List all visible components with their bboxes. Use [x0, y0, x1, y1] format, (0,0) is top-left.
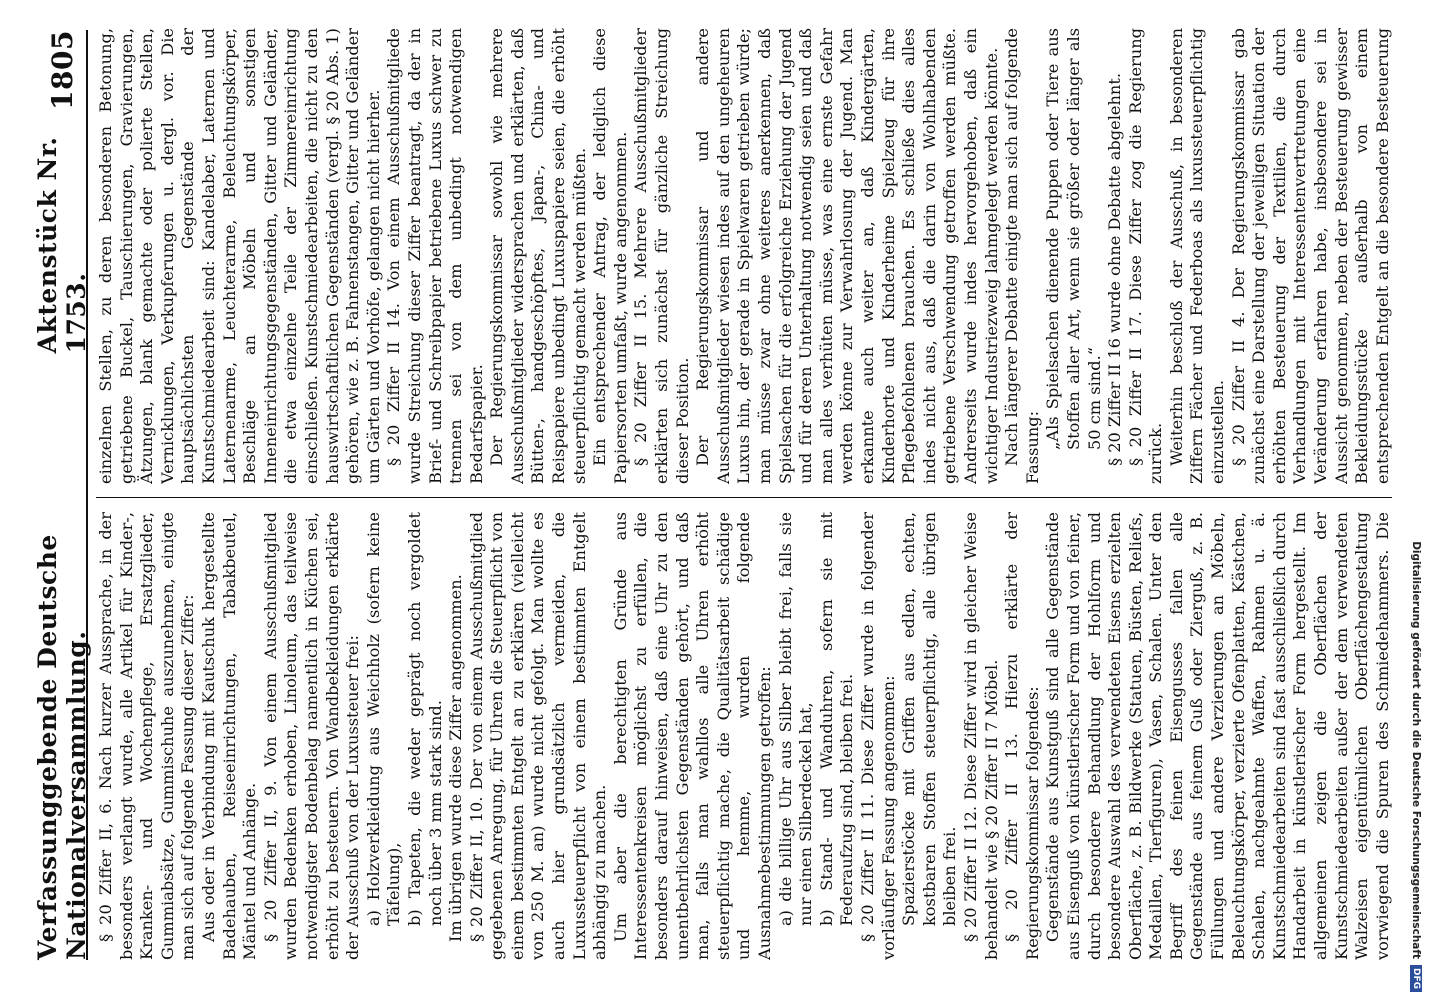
- paragraph: § 20 Ziffer II 12. Diese Ziffer wird in gleicher Weise behandelt wie § 20 Ziffer II 7 Möbel.: [960, 512, 1001, 960]
- paragraph: Weiterhin beschloß der Ausschuß, in besonderen Ziffern Fächer und Federboas als luxussteuerpflichtig einzustellen.: [1166, 28, 1228, 484]
- document-number: Aktenstück Nr. 1753.: [33, 136, 91, 354]
- page-number: 1805: [45, 30, 79, 110]
- paragraph: Der Regierungskommissar und andere Ausschußmitglieder wiesen indes auf den ungeheuren Luxus hin, der gerade in Spielwaren getrieben würde; man müsse zwar ohne weiteres anerkennen, daß Spielsachen für die erfolgreiche Erziehung der Jugend und für deren Unterhaltung notwendig seien und daß man alles verhüten müsse, was eine ernste Gefahr werden könne zur Verwahrlosung der Jugend. Man erkannte auch weiter an, daß Kindergärten, Kinderhorte und Kinderheime Spielzeug für ihre Pflegebefohlenen brauchen. Es schließe dies alles indes nicht aus, daß die darin von Wohlhabenden getriebene Verschwendung getroffen werden müßte. Andrerseits wurde indes hervorgehoben, daß ein wichtiger Industriezweig lahmgelegt werden könnte.: [693, 28, 1001, 484]
- paragraph: Um aber die berechtigten Gründe aus Interessentenkreisen möglichst zu erfüllen, die besonders darauf hinweisen, daß eine Uhr zu den unentbehrlichsten Gegenständen gehört, und daß man, falls man wahllos alle Uhren erhöht steuerpflichtig mache, die Qualitätsarbeit schädige und hemme, wurden folgende Ausnahmebestimmungen getroffen:: [610, 512, 774, 960]
- page-header: [33, 30, 91, 960]
- digitization-credit: [1404, 8, 1428, 992]
- paragraph: § 20 Ziffer II 15. Mehrere Ausschußmitglieder erklärten sich zunächst für gänzliche Streichung dieser Position.: [631, 28, 692, 484]
- paragraph: b) Tapeten, die weder geprägt noch vergoldet noch über 3 mm stark sind.: [404, 512, 445, 926]
- dfg-logo: DFG: [1410, 965, 1422, 992]
- paragraph: Spazierstöcke mit Griffen aus edlen, echten, kostbaren Stoffen steuerpflichtig, alle übrigen bleiben frei.: [899, 512, 960, 926]
- paragraph: § 20 Ziffer II 4. Der Regierungskommissar gab zunächst eine Darstellung der jeweiligen Situation der erhöhten Besteuerung der Textilien, die durch Verhandlungen mit Interessentenvertretungen eine Veränderung erfahren habe, insbesondere sei in Aussicht genommen, neben der Besteuerung gewisser Bekleidungsstücke außerhalb von einem entsprechenden Entgelt an die besondere Besteuerung: [1228, 28, 1392, 484]
- paragraph: a) die billige Uhr aus Silber bleibt frei, falls sie nur einen Silberdeckel hat,: [775, 512, 816, 926]
- paragraph: § 20 Ziffer II 11. Diese Ziffer wurde in folgender vorläufiger Fassung angenommen:: [857, 512, 898, 960]
- text-column-left: [96, 512, 1392, 960]
- text-column-right: [96, 28, 1392, 484]
- paragraph: „Als Spielsachen dienende Puppen oder Tiere aus Stoffen aller Art, wenn sie größer oder länger als 50 cm sind.“: [1043, 28, 1104, 450]
- credit-text: Digitalisierung gefördert durch die Deutsche Forschungsgemeinschaft: [1410, 541, 1422, 959]
- publication-title: Verfassunggebende Deutsche Nationalversammlung.: [33, 534, 91, 960]
- paragraph: § 20 Ziffer II 16 wurde ohne Debatte abgelehnt.: [1105, 73, 1125, 466]
- column-divider: [96, 497, 1392, 498]
- paragraph: einzelnen Stellen, zu deren besonderen Betonung, getriebene Buckel, Tauschierungen, Gravierungen, Ätzungen, blank gemachte oder polierte Stellen, Vernicklungen, Verkupferungen u. dergl. vor. Die hauptsächlichsten Gegenstände der Kunstschmiedearbeit sind: Kandelaber, Laternen und Laternenarme, Leuchterarme, Beleuchtungskörper, Beschläge an Möbeln und sonstigen Inneneinrichtungsgegenständen, Gitter und Geländer, die etwa einzelne Teile der Zimmereinrichtung einschließen. Kunstschmiedearbeiten, die nicht zu den hauswirtschaftlichen Gegenständen (vergl. § 20 Abs. 1) gehören, wie z. B. Fahnenstangen, Gitter und Geländer um Gärten und Vorhöfe, gelangen nicht hierher.: [96, 28, 383, 484]
- paragraph: § 20 Ziffer II 14. Von einem Ausschußmitgliede wurde Streichung dieser Ziffer beantragt, da der in Brief- und Schreibpapier betriebene Luxus schwer zu trennen sei von dem unbedingt notwendigen Bedarfspapier.: [384, 28, 486, 484]
- paragraph: § 20 Ziffer II, 6. Nach kurzer Aussprache, in der besonders verlangt wurde, alle Artikel für Kinder-, Kranken- und Wochenpflege, Ersatzglieder, Gummiabsätze, Gummischuhe auszunehmen, einigte man sich auf folgende Fassung dieser Ziffer:: [96, 512, 198, 960]
- paragraph: Gegenstände aus Kunstguß sind alle Gegenstände aus Eisenguß von künstlerischer Form und von feiner, durch besondere Behandlung der Hohlform und besondere Auswahl des verwendeten Eisens erzielten Oberfläche, z. B. Bildwerke (Statuen, Büsten, Reliefs, Medaillen, Tierfiguren), Vasen, Schalen. Unter den Begriff des feinen Eisengusses fallen alle Gegenstände aus feinem Guß oder Zierguß, z. B. Füllungen und andere Verzierungen an Möbeln, Beleuchtungskörper, verzierte Ofenplatten, Kästchen, Schalen, nachgeahmte Waffen, Rahmen u. ä. Kunstschmiedearbeiten sind fast ausschließlich durch Handarbeit in künstlerischer Form hergestellt. Im allgemeinen zeigen die Oberflächen der Kunstschmiedearbeiten außer der dem verwendeten Walzeisen eigentümlichen Oberflächengestaltung vorwiegend die Spuren des Schmiedehammers. Die: [1043, 512, 1392, 960]
- paragraph: b) Stand- und Wanduhren, sofern sie mit Federaufzug sind, bleiben frei.: [816, 512, 857, 926]
- paragraph: Aus oder in Verbindung mit Kautschuk hergestellte Badehauben, Reiseeinrichtungen, Tabakbeutel, Mäntel und Anhänge.: [198, 512, 260, 960]
- header-rule: [86, 30, 88, 960]
- paragraph: Im übrigen wurde diese Ziffer angenommen.: [446, 574, 466, 942]
- paragraph: Ein entsprechender Antrag, der lediglich diese Papiersorten umfaßt, wurde angenommen.: [590, 28, 630, 484]
- paragraph: § 20 Ziffer II, 9. Von einem Ausschußmitglied wurden Bedenken erhoben, Linoleum, das teilweise notwendigster Bodenbelag namentlich in Küchen sei, erhöht zu besteuern. Von Wandbekleidungen erklärte der Ausschuß von der Luxussteuer frei:: [260, 512, 363, 960]
- paragraph: Der Regierungskommissar sowohl wie mehrere Ausschußmitglieder widersprachen und erklärten, daß Bütten-, handgeschöpftes, Japan-, China- und Reispapiere unbedingt Luxuspapiere seien, die erhöht steuerpflichtig gemacht werden müßten.: [487, 28, 589, 484]
- paragraph: § 20 Ziffer II 17. Diese Ziffer zog die Regierung zurück.: [1125, 28, 1166, 484]
- paragraph: § 20 Ziffer II, 10. Der von einem Ausschußmitglied gegebenen Anregung, für Uhren die Steuerpflicht von einem bestimmten Entgelt an zu erklären (vielleicht von 250 M. an) wurde nicht gefolgt. Man wollte es auch hier grundsätzlich vermeiden, die Luxussteuerpflicht von einem bestimmten Entgelt abhängig zu machen.: [466, 512, 610, 960]
- paragraph: Nach längerer Debatte einigte man sich auf folgende Fassung:: [1002, 28, 1042, 484]
- paragraph: a) Holzverkleidung aus Weichholz (sofern keine Täfelung),: [363, 512, 404, 926]
- paragraph: § 20 Ziffer II 13. Hierzu erklärte der Regierungskommissar folgendes:: [1002, 512, 1042, 960]
